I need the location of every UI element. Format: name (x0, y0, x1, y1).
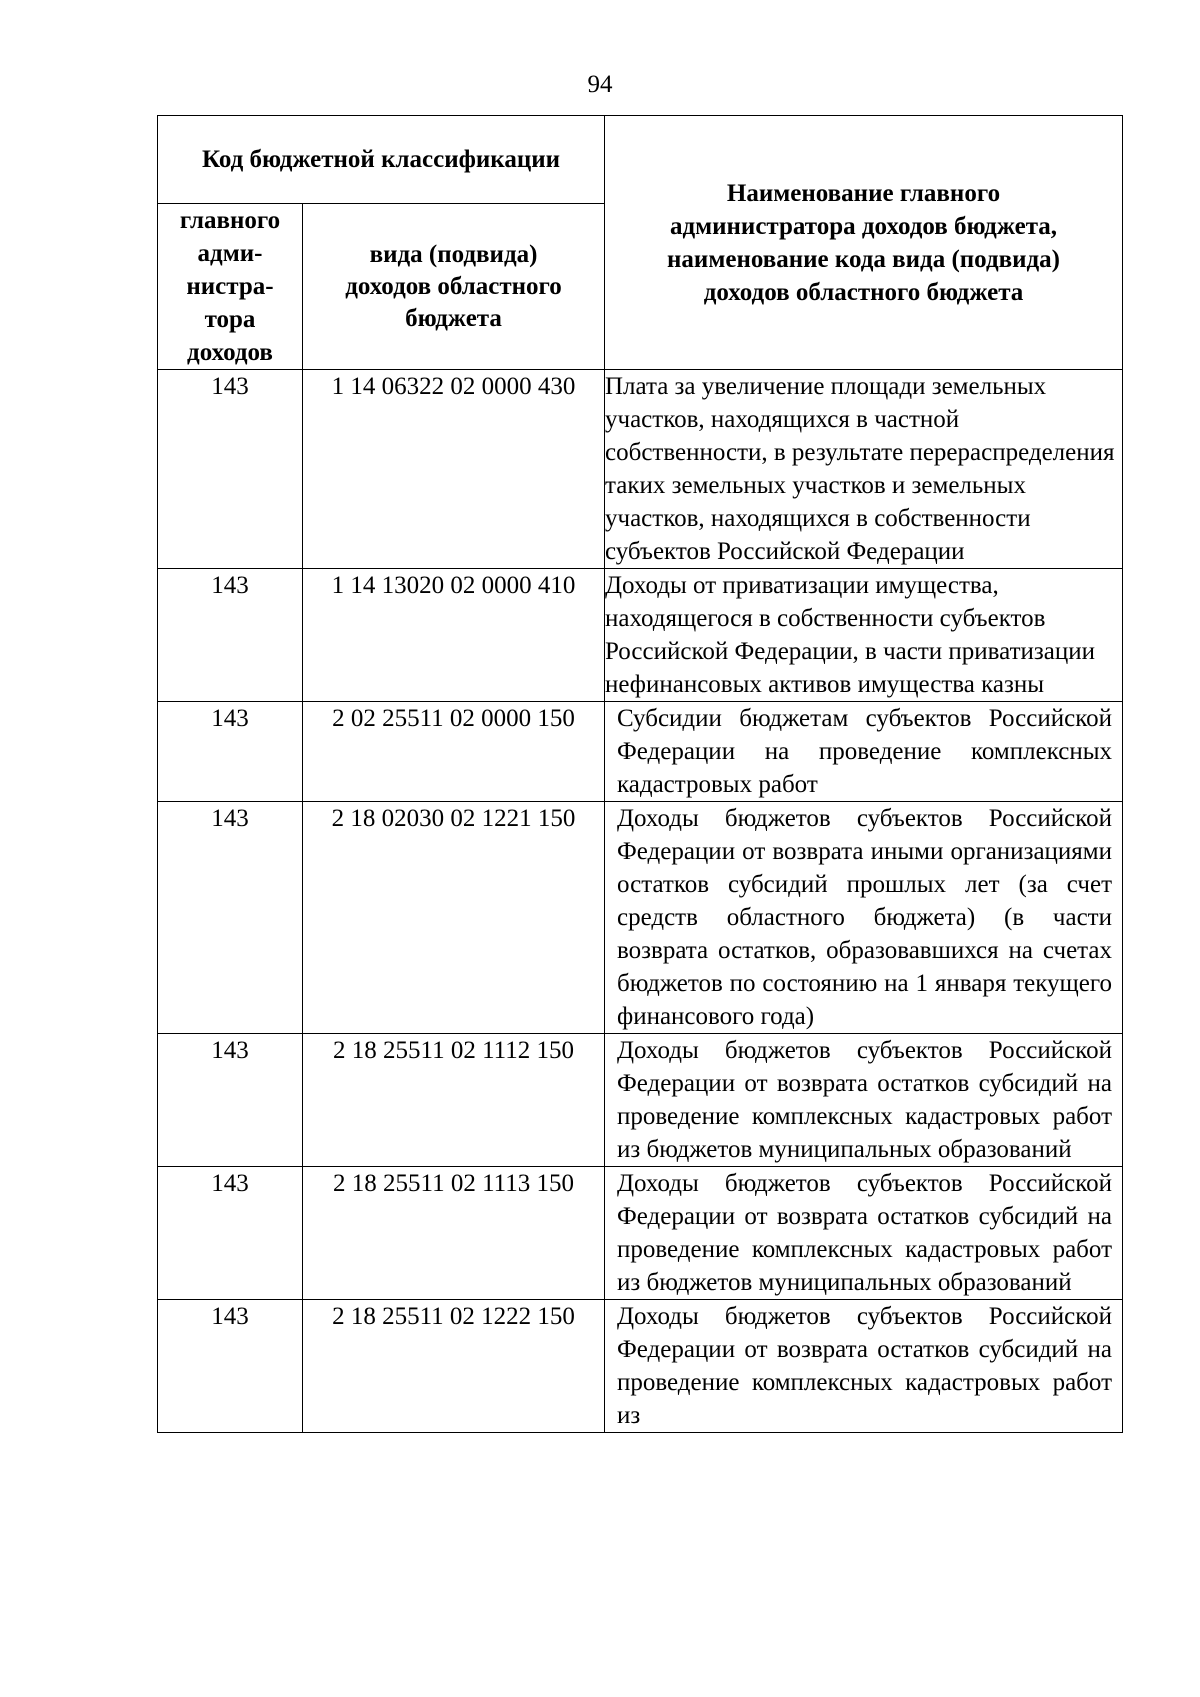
description-cell: Доходы от приватизации имущества, находящегося в собственности субъектов Российской Федерации, в части приватизации нефинансовых активов имущества казны (605, 569, 1123, 702)
admin-code-cell: 143 (158, 702, 303, 802)
header-admin-line: тора (204, 306, 256, 333)
revenue-code-cell: 1 14 06322 02 0000 430 (303, 370, 605, 569)
page-number: 94 (587, 71, 613, 98)
header-kind-line: бюджета (405, 304, 502, 332)
table-row (158, 802, 1123, 1034)
header-name-line: доходов областного бюджета (703, 278, 1024, 306)
table-row (158, 1167, 1123, 1300)
description-cell: Доходы бюджетов субъектов Российской Федерации от возврата остатков субсидий на проведение комплексных кадастровых работ из бюджетов муниципальных образований (605, 1167, 1123, 1300)
admin-code-cell: 143 (158, 1300, 303, 1433)
revenue-code-cell: 2 02 25511 02 0000 150 (303, 702, 605, 802)
description-cell: Доходы бюджетов субъектов Российской Федерации от возврата остатков субсидий на проведение комплексных кадастровых работ из бюджетов муниципальных образований (605, 1034, 1123, 1167)
table-row (158, 1300, 1123, 1433)
header-name-line: Наименование главного (726, 179, 1001, 207)
description-cell: Плата за увеличение площади земельных участков, находящихся в частной собственности, в результате перераспределения таких земельных участков и земельных участков, находящихся в собственности субъектов Российской Федерации (605, 370, 1123, 569)
admin-code-cell: 143 (158, 802, 303, 1034)
description-cell: Субсидии бюджетам субъектов Российской Федерации на проведение комплексных кадастровых работ (605, 702, 1123, 802)
header-revenue-kind (303, 204, 605, 370)
header-kind-line: доходов областного (345, 272, 562, 300)
header-admin-line: главного (179, 207, 281, 234)
revenue-code-cell: 2 18 25511 02 1112 150 (303, 1034, 605, 1167)
revenue-code-cell: 1 14 13020 02 0000 410 (303, 569, 605, 702)
admin-code-cell: 143 (158, 569, 303, 702)
header-admin-line: адми- (197, 240, 263, 267)
header-name-line: администратора доходов бюджета, (669, 212, 1058, 240)
admin-code-cell: 143 (158, 1167, 303, 1300)
header-main-administrator (158, 204, 303, 370)
description-cell: Доходы бюджетов субъектов Российской Федерации от возврата остатков субсидий на проведение комплексных кадастровых работ из (605, 1300, 1123, 1433)
header-name-line: наименование кода вида (подвида) (667, 245, 1060, 273)
header-budget-classification-code: Код бюджетной классификации (158, 116, 605, 204)
table-row (158, 370, 1123, 569)
header-kind-line: вида (подвида) (369, 240, 538, 268)
table-row (158, 569, 1123, 702)
description-cell: Доходы бюджетов субъектов Российской Федерации от возврата иными организациями остатков субсидий прошлых лет (за счет средств областного бюджета) (в части возврата остатков, образовавшихся на счетах бюджетов по состоянию на 1 января текущего финансового года) (605, 802, 1123, 1034)
header-administrator-name (605, 116, 1123, 370)
table-row (158, 702, 1123, 802)
revenue-code-cell: 2 18 25511 02 1222 150 (303, 1300, 605, 1433)
header-admin-line: нистра- (186, 273, 274, 300)
revenue-code-cell: 2 18 25511 02 1113 150 (303, 1167, 605, 1300)
table-header (158, 116, 1123, 370)
admin-code-cell: 143 (158, 1034, 303, 1167)
budget-classification-table (157, 115, 1123, 1433)
header-admin-line: доходов (187, 339, 273, 366)
table-body (158, 370, 1123, 1433)
revenue-code-cell: 2 18 02030 02 1221 150 (303, 802, 605, 1034)
admin-code-cell: 143 (158, 370, 303, 569)
table-row (158, 1034, 1123, 1167)
